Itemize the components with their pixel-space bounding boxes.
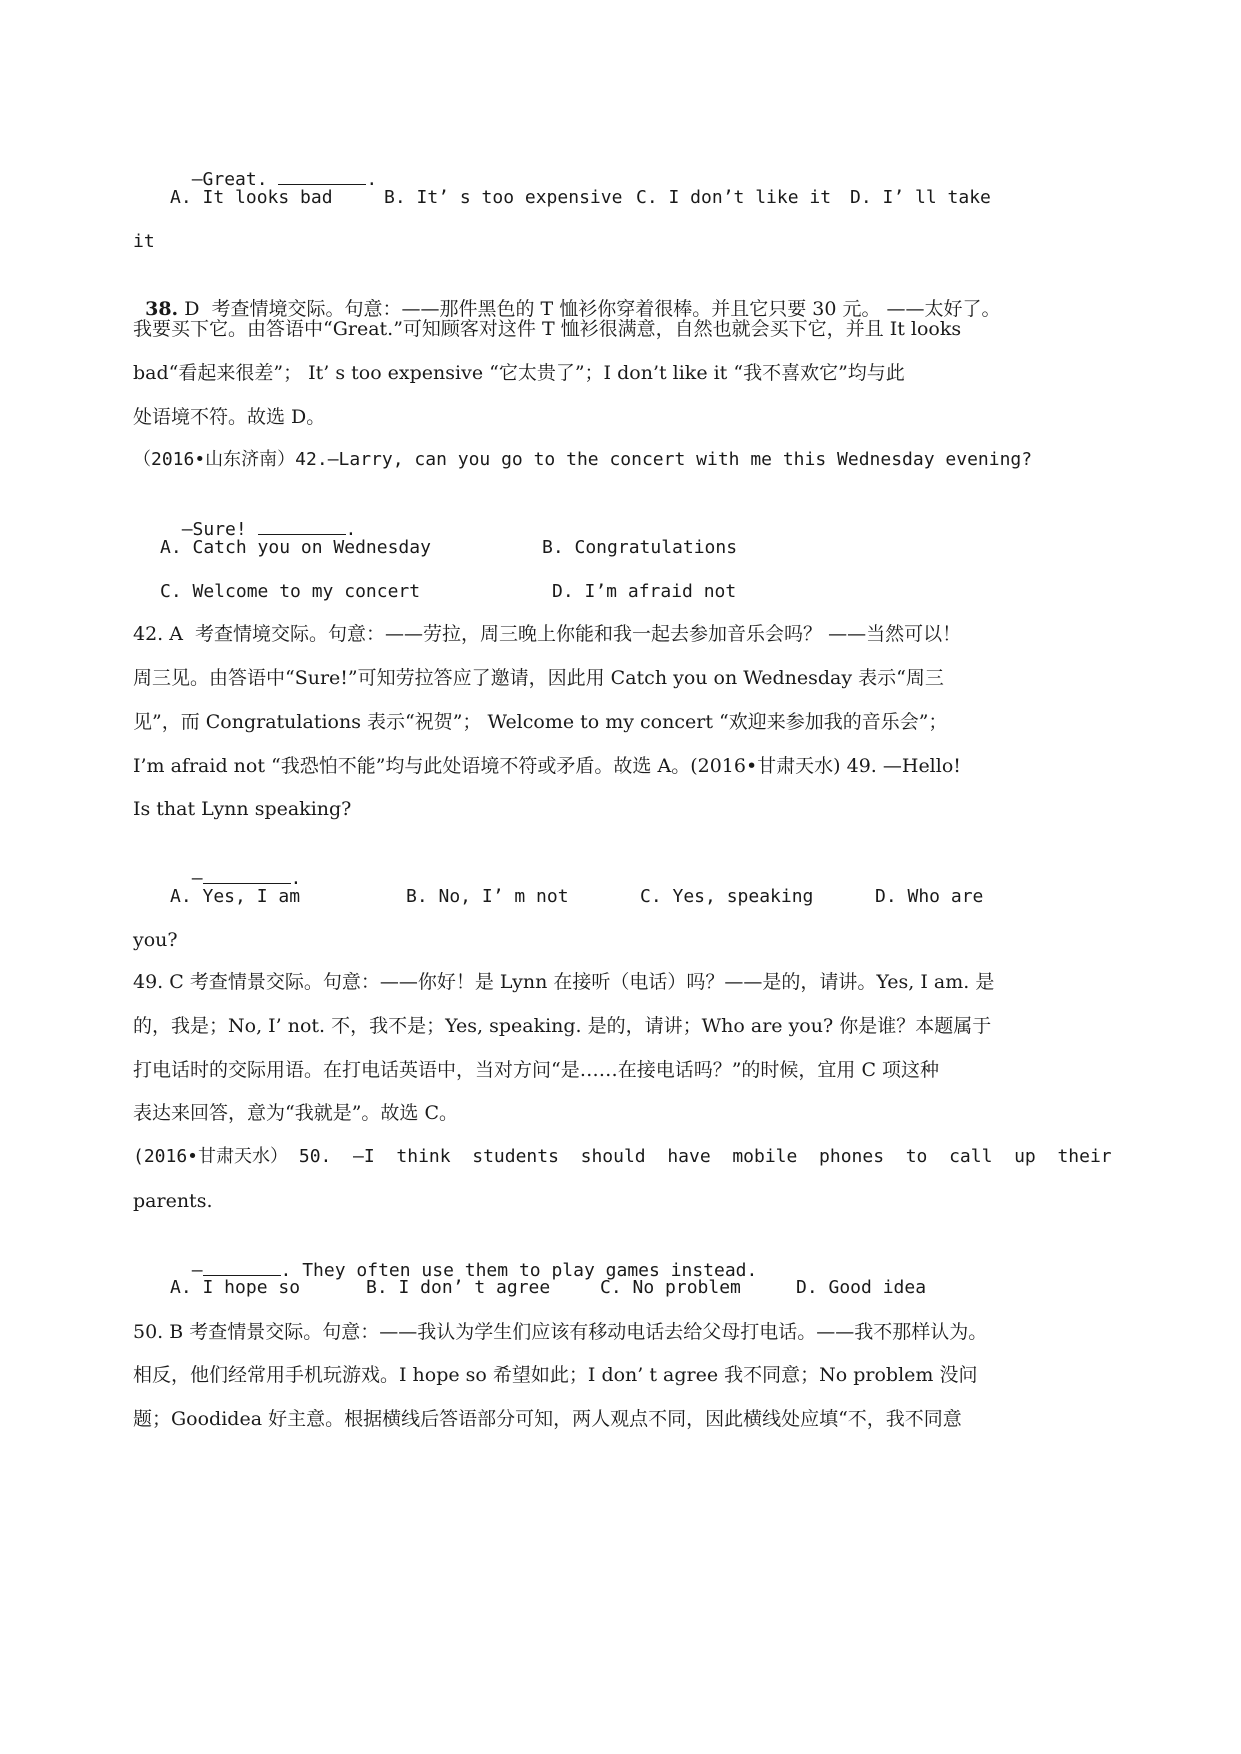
answer-42-line-3: 见”，而 Congratulations 表示“祝贺”； Welcome to my concert “欢迎来参加我的音乐会”； <box>133 711 948 733</box>
answer-50-line-1: 50. B 考查情景交际。句意：——我认为学生们应该有移动电话去给父母打电话。——我不那样认为。 <box>133 1321 988 1343</box>
q50-stem: (2016•甘肃天水） 50. —I think students should have mobile phones to call up their <box>133 1146 1112 1167</box>
q49-option-d-wrap: you? <box>133 929 178 951</box>
q50-reply: — . They often use them to play games instead. <box>170 1233 757 1283</box>
q50-stem-wrap: parents. <box>133 1190 213 1212</box>
answer-49-line-4: 表达来回答，意为“我就是”。故选 C。 <box>133 1102 459 1124</box>
q42-option-d: D. I’m afraid not <box>552 581 737 602</box>
q49-option-d: D. Who are <box>875 886 984 907</box>
q42-reply: —Sure! . <box>160 492 356 542</box>
q49-option-c: C. Yes, speaking <box>640 886 814 907</box>
q42-option-c: C. Welcome to my concert <box>160 581 421 602</box>
answer-42-line-5: Is that Lynn speaking? <box>133 798 352 820</box>
answer-38-line-3: bad“看起来很差”； It’ s too expensive “它太贵了”；I don’t like it “我不喜欢它”均与此 <box>133 362 905 384</box>
q42-option-a: A. Catch you on Wednesday <box>160 537 431 558</box>
q50-option-c: C. No problem <box>600 1277 741 1298</box>
q37-option-c: C. I don’t like it <box>636 187 832 208</box>
answer-42-line-4: I’m afraid not “我恐怕不能”均与此处语境不符或矛盾。故选 A。(2016•甘肃天水) 49. —Hello! <box>133 755 961 777</box>
q37-option-a: A. It looks bad <box>170 187 333 208</box>
answer-blank <box>258 516 346 535</box>
q50-option-b: B. I don’ t agree <box>366 1277 551 1298</box>
answer-blank <box>203 1257 281 1276</box>
answer-49-line-1: 49. C 考查情景交际。句意：——你好！是 Lynn 在接听（电话）吗？——是的，请讲。Yes, I am. 是 <box>133 971 995 993</box>
answer-50-line-3: 题；Goodidea 好主意。根据横线后答语部分可知，两人观点不同，因此横线处应填“不，我不同意 <box>133 1408 962 1430</box>
q50-option-d: D. Good idea <box>796 1277 927 1298</box>
q37-option-b: B. It’ s too expensive <box>384 187 623 208</box>
q49-option-a: A. Yes, I am <box>170 886 301 907</box>
q37-option-d-wrap: it <box>133 231 155 252</box>
q37-reply: —Great. . <box>170 142 377 192</box>
answer-42-line-1: 42. A 考查情境交际。句意：——劳拉，周三晚上你能和我一起去参加音乐会吗？ ——当然可以！ <box>133 623 962 645</box>
answer-38-line-4: 处语境不符。故选 D。 <box>133 406 326 428</box>
answer-38-line-2: 我要买下它。由答语中“Great.”可知顾客对这件 T 恤衫很满意，自然也就会买下它，并且 It looks <box>133 318 962 340</box>
q37-option-d: D. I’ ll take <box>850 187 991 208</box>
answer-49-line-2: 的，我是；No, I’ not. 不，我不是；Yes, speaking. 是的，请讲；Who are you? 你是谁？本题属于 <box>133 1015 992 1037</box>
q50-option-a: A. I hope so <box>170 1277 301 1298</box>
answer-blank <box>203 865 291 884</box>
answer-blank <box>278 166 366 185</box>
q49-option-b: B. No, I’ m not <box>406 886 569 907</box>
answer-38-line-1: 38. D 考查情境交际。句意：——那件黑色的 T 恤衫你穿着很棒。并且它只要 30 元。 ——太好了。 <box>145 298 1001 320</box>
answer-42-line-2: 周三见。由答语中“Sure!”可知劳拉答应了邀请，因此用 Catch you on Wednesday 表示“周三 <box>133 667 944 689</box>
q42-stem: （2016•山东济南）42.—Larry, can you go to the concert with me this Wednesday evening? <box>133 449 1033 470</box>
answer-49-line-3: 打电话时的交际用语。在打电话英语中，当对方问“是……在接电话吗？”的时候，宜用 C 项这种 <box>133 1059 940 1081</box>
q42-option-b: B. Congratulations <box>542 537 738 558</box>
answer-50-line-2: 相反，他们经常用手机玩游戏。I hope so 希望如此；I don’ t agree 我不同意；No problem 没问 <box>133 1364 978 1386</box>
q49-reply: — . <box>170 841 301 891</box>
